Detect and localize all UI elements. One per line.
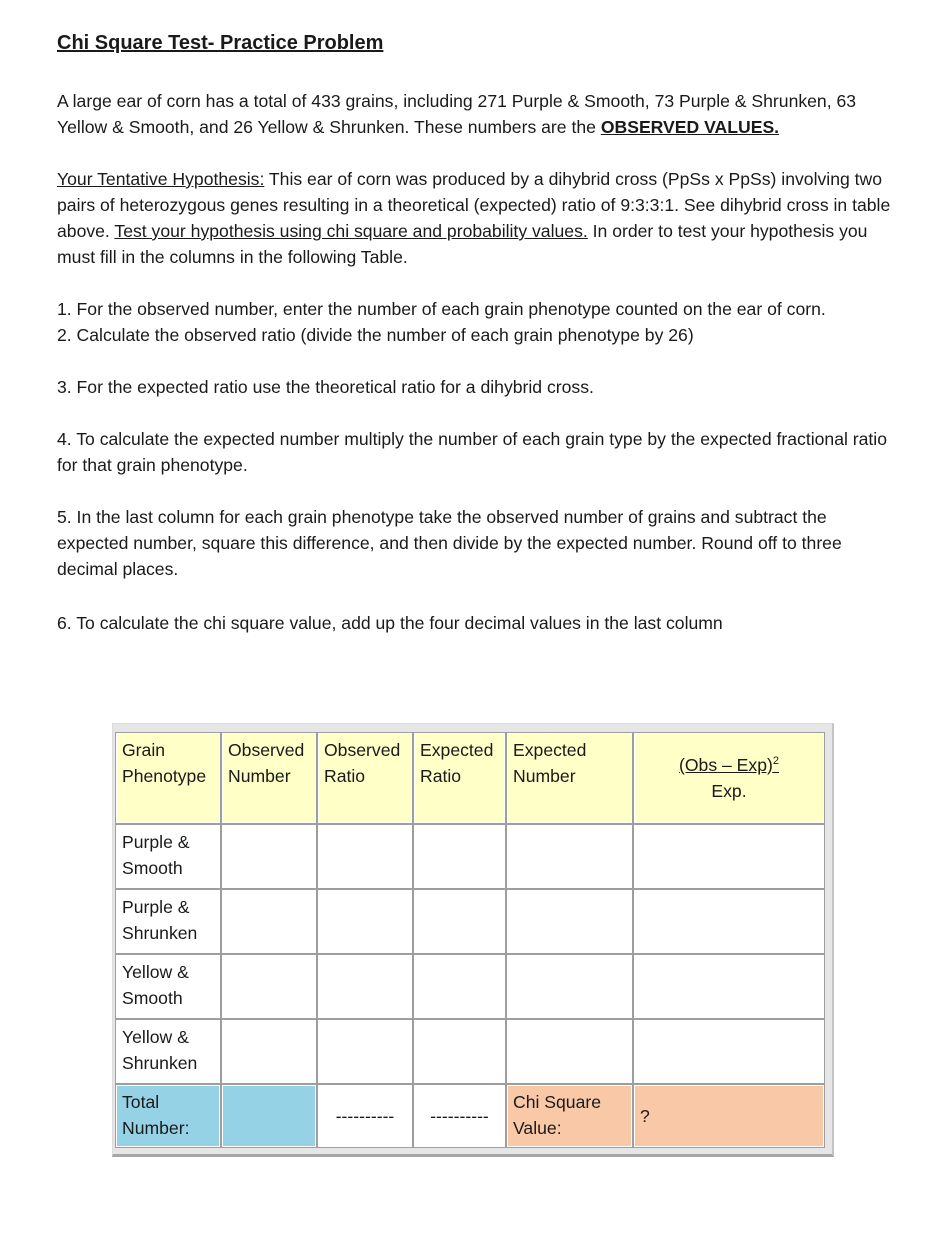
step-1: 1. For the observed number, enter the number of each grain phenotype counted on the ear of corn. <box>57 299 826 319</box>
formula-denominator: Exp. <box>711 781 747 801</box>
intro-paragraph <box>57 88 897 140</box>
observed-ratio-cell[interactable] <box>317 1019 413 1084</box>
header-grain-phenotype: Grain Phenotype <box>115 732 221 824</box>
step-3: 3. For the expected ratio use the theoretical ratio for a dihybrid cross. <box>57 377 594 397</box>
chi-term-cell[interactable] <box>633 1019 825 1084</box>
table-row <box>115 889 825 954</box>
observed-number-cell[interactable] <box>221 824 317 889</box>
header-observed-number: Observed Number <box>221 732 317 824</box>
expected-ratio-cell[interactable] <box>413 889 506 954</box>
hypothesis-paragraph <box>57 166 897 270</box>
hypothesis-instruction: Test your hypothesis using chi square and probability values. <box>114 221 588 241</box>
phenotype-label: Yellow & Smooth <box>115 954 221 1019</box>
phenotype-label: Yellow & Shrunken <box>115 1019 221 1084</box>
chi-term-cell[interactable] <box>633 954 825 1019</box>
total-number-cell[interactable] <box>221 1084 317 1148</box>
page-title: Chi Square Test- Practice Problem <box>57 32 384 54</box>
observed-number-cell[interactable] <box>221 1019 317 1084</box>
step-6: 6. To calculate the chi square value, add up the four decimal values in the last column <box>57 613 723 633</box>
observed-ratio-cell[interactable] <box>317 824 413 889</box>
chi-term-cell[interactable] <box>633 889 825 954</box>
chi-square-value: ? <box>640 1106 650 1126</box>
table-row <box>115 824 825 889</box>
chi-term-cell[interactable] <box>633 824 825 889</box>
expected-number-cell[interactable] <box>506 889 633 954</box>
expected-ratio-cell[interactable] <box>413 1019 506 1084</box>
hypothesis-text: This ear of corn was produced by a dihybrid cross (PpSs x PpSs) involving two pairs of heterozygous genes resulting in a theoretical (expected) ratio of 9:3:3:1. See dihybrid cross in table above. <box>57 169 891 241</box>
chi-square-table-frame <box>112 723 834 1157</box>
hypothesis-label: Your Tentative Hypothesis: <box>57 169 265 189</box>
step-4: 4. To calculate the expected number multiply the number of each grain type by the expected fractional ratio for that grain phenotype. <box>57 429 887 475</box>
total-number-label: Total Number: <box>115 1084 221 1148</box>
expected-number-cell[interactable] <box>506 954 633 1019</box>
observed-ratio-cell[interactable] <box>317 889 413 954</box>
observed-values-emphasis: OBSERVED VALUES. <box>600 117 780 137</box>
chi-square-table <box>115 732 825 1148</box>
expected-number-cell[interactable] <box>506 1019 633 1084</box>
expected-ratio-cell[interactable] <box>413 954 506 1019</box>
observed-number-cell[interactable] <box>221 889 317 954</box>
table-row <box>115 1019 825 1084</box>
expected-number-cell[interactable] <box>506 824 633 889</box>
table-row <box>115 954 825 1019</box>
document-page <box>57 30 897 636</box>
total-expected-ratio-dashes: ---------- <box>413 1084 506 1148</box>
observed-number-cell[interactable] <box>221 954 317 1019</box>
observed-ratio-cell[interactable] <box>317 954 413 1019</box>
header-chi-formula <box>633 732 825 824</box>
step-5: 5. In the last column for each grain phenotype take the observed number of grains and subtract the expected number, square this difference, and then divide by the expected number. Round off to three decimal places. <box>57 507 842 579</box>
header-observed-ratio: Observed Ratio <box>317 732 413 824</box>
table-header-row <box>115 732 825 824</box>
chi-square-value-cell[interactable] <box>633 1084 825 1148</box>
intro-text: A large ear of corn has a total of 433 grains, including 271 Purple & Smooth, 73 Purple & Shrunken, 63 Yellow & Smooth, and 26 Yellow & Shrunken. These numbers are the <box>57 91 857 137</box>
expected-ratio-cell[interactable] <box>413 824 506 889</box>
header-expected-number: Expected Number <box>506 732 633 824</box>
phenotype-label: Purple & Shrunken <box>115 889 221 954</box>
step-2: 2. Calculate the observed ratio (divide the number of each grain phenotype by 26) <box>57 325 694 345</box>
hypothesis-tail: In order to test your hypothesis you must fill in the columns in the following Table. <box>57 221 868 267</box>
chi-square-value-label: Chi Square Value: <box>506 1084 633 1148</box>
total-row <box>115 1084 825 1148</box>
formula-numerator: (Obs – Exp)$^2$ <box>679 755 779 775</box>
header-expected-ratio: Expected Ratio <box>413 732 506 824</box>
total-observed-ratio-dashes: ---------- <box>317 1084 413 1148</box>
phenotype-label: Purple & Smooth <box>115 824 221 889</box>
